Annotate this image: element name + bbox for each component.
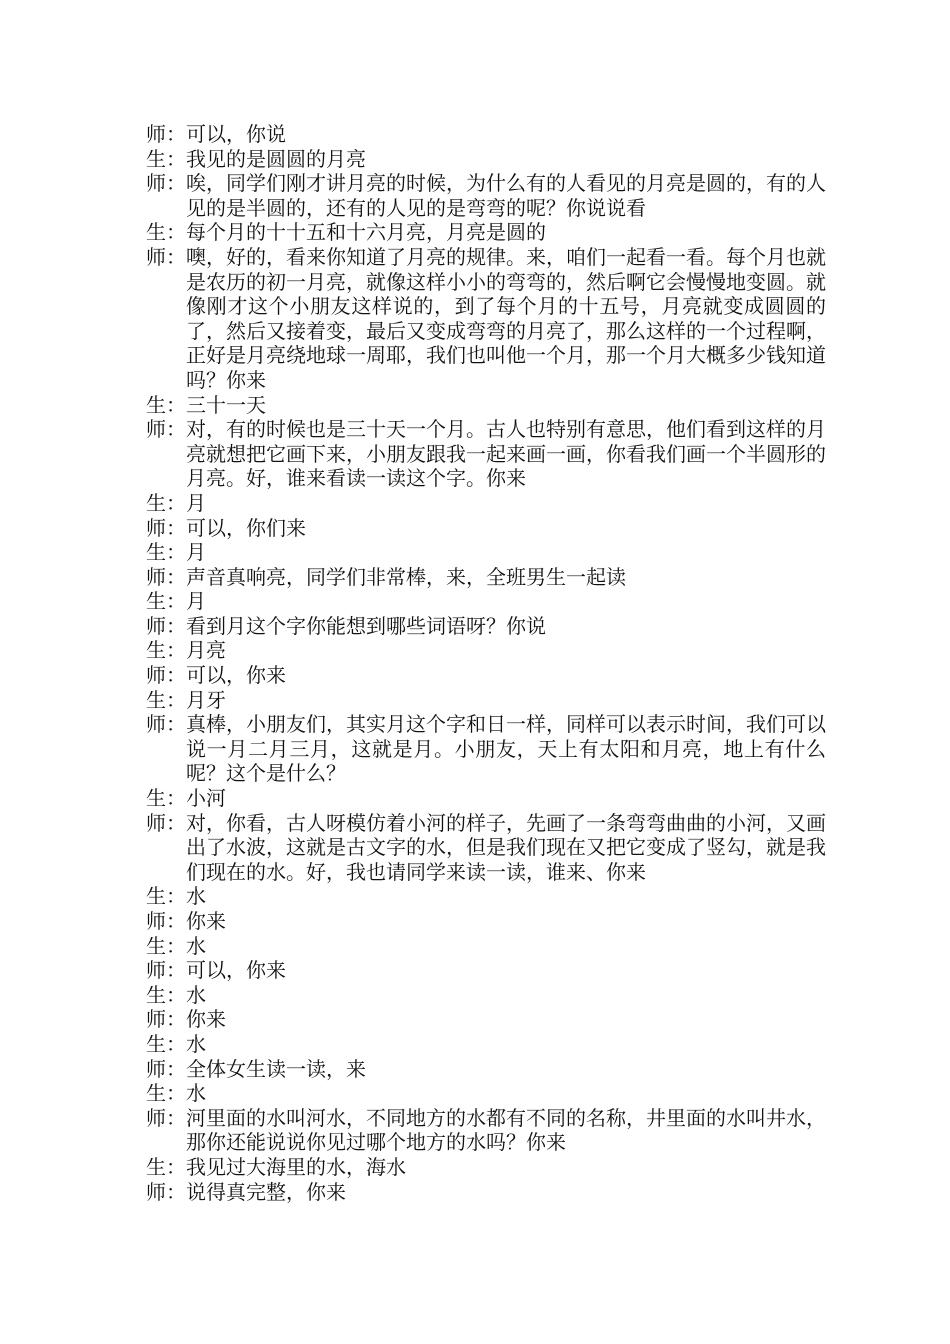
speaker-label: [146, 1032, 186, 1057]
transcript-line: [146, 122, 826, 147]
speaker-colon: ：: [166, 1105, 186, 1130]
transcript-line: [146, 638, 826, 663]
speaker-label: [146, 712, 186, 737]
speaker-colon: ：: [166, 1056, 186, 1081]
speaker-label: [146, 958, 186, 983]
speech-text: 我见过大海里的水，海水: [186, 1154, 406, 1179]
speech-text: 唉，同学们刚才讲月亮的时候，为什么有的人看见的月亮是圆的，有的人见的是半圆的，还有的人见的是弯弯的呢？你说说看: [186, 171, 826, 220]
speaker-colon: ：: [166, 540, 186, 565]
speech-text: 可以，你来: [186, 958, 286, 983]
speaker-label: [146, 393, 186, 418]
speaker-name: 生: [146, 884, 166, 909]
speaker-name: 师: [146, 810, 166, 835]
speaker-name: 师: [146, 515, 166, 540]
transcript-line: [146, 147, 826, 172]
speaker-label: [146, 884, 186, 909]
speech-text: 月牙: [186, 687, 226, 712]
speech-text: 说得真完整，你来: [186, 1179, 346, 1204]
transcript-line: [146, 417, 826, 491]
speaker-name: 师: [146, 1056, 166, 1081]
speaker-name: 生: [146, 687, 166, 712]
speaker-name: 生: [146, 982, 166, 1007]
speaker-label: [146, 1007, 186, 1032]
speech-text: 月: [186, 589, 206, 614]
speaker-name: 师: [146, 613, 166, 638]
speaker-name: 师: [146, 1007, 166, 1032]
speech-text: 你来: [186, 1007, 226, 1032]
speaker-name: 生: [146, 490, 166, 515]
speech-text: 水: [186, 982, 206, 1007]
speaker-label: [146, 122, 186, 147]
speaker-name: 生: [146, 540, 166, 565]
transcript-line: [146, 1180, 826, 1205]
speech-text: 你来: [186, 909, 226, 933]
speaker-name: 师: [146, 1105, 166, 1130]
speaker-name: 生: [146, 589, 166, 614]
speaker-colon: ：: [166, 1081, 186, 1106]
speaker-colon: ：: [166, 909, 186, 933]
speaker-name: 生: [146, 1154, 166, 1179]
speaker-colon: ：: [166, 638, 186, 663]
speaker-colon: ：: [166, 663, 186, 688]
transcript-line: [146, 1106, 826, 1155]
transcript-line: [146, 909, 826, 934]
speaker-label: [146, 565, 186, 590]
speaker-name: 生: [146, 1081, 166, 1106]
speaker-label: [146, 638, 186, 663]
speaker-label: [146, 934, 186, 959]
speaker-label: [146, 1106, 186, 1131]
speech-text: 噢，好的，看来你知道了月亮的规律。来，咱们一起看一看。每个月也就是农历的初一月亮，就像这样小小的弯弯的，然后啊它会慢慢地变圆。就像刚才这个小朋友这样说的，到了每个月的十五号，月亮就变成圆圆的了，然后又接着变，最后又变成弯弯的月亮了，那么这样的一个过程啊，正好是月亮绕地球一周耶，我们也叫他一个月，那一个月大概多少钱知道吗？你来: [186, 244, 826, 392]
speech-text: 月: [186, 540, 206, 565]
transcript-line: [146, 614, 826, 639]
speaker-colon: ：: [166, 515, 186, 540]
speaker-name: 师: [146, 122, 166, 146]
speaker-label: [146, 688, 186, 713]
speaker-colon: ：: [166, 958, 186, 983]
speech-text: 河里面的水叫河水，不同地方的水都有不同的名称，井里面的水叫井水，那你还能说说你见过哪个地方的水吗？你来: [186, 1105, 826, 1155]
speaker-colon: ：: [166, 982, 186, 1007]
speech-text: 月亮: [186, 638, 226, 663]
speech-text: 我见的是圆圆的月亮: [186, 146, 366, 171]
speaker-colon: ：: [166, 564, 186, 589]
transcript-line: [146, 934, 826, 959]
transcript-line: [146, 1155, 826, 1180]
transcript-line: [146, 811, 826, 885]
transcript-line: [146, 958, 826, 983]
speaker-label: [146, 245, 186, 270]
transcript-line: [146, 1007, 826, 1032]
speaker-label: [146, 983, 186, 1008]
speaker-label: [146, 540, 186, 565]
speaker-name: 生: [146, 786, 166, 811]
speaker-label: [146, 147, 186, 172]
transcript-line: [146, 884, 826, 909]
speaker-colon: ：: [166, 146, 186, 171]
speaker-name: 师: [146, 564, 166, 589]
transcript-line: [146, 1032, 826, 1057]
speaker-label: [146, 614, 186, 639]
transcript-line: [146, 663, 826, 688]
speaker-label: [146, 786, 186, 811]
speaker-label: [146, 171, 186, 196]
speaker-label: [146, 516, 186, 541]
transcript-line: [146, 540, 826, 565]
speaker-name: 师: [146, 244, 166, 269]
speaker-colon: ：: [166, 786, 186, 811]
speech-text: 对，有的时候也是三十天一个月。古人也特别有意思，他们看到这样的月亮就想把它画下来，小朋友跟我一起来画一画，你看我们画一个半圆形的月亮。好，谁来看读一读这个字。你来: [186, 417, 826, 491]
speaker-name: 生: [146, 392, 166, 417]
transcript-line: [146, 171, 826, 220]
speaker-label: [146, 1081, 186, 1106]
speaker-label: [146, 811, 186, 836]
speaker-name: 师: [146, 417, 166, 442]
speaker-name: 师: [146, 909, 166, 933]
transcript-line: [146, 516, 826, 541]
speaker-name: 师: [146, 171, 166, 196]
speaker-name: 生: [146, 638, 166, 663]
transcript-line: [146, 1057, 826, 1082]
speaker-label: [146, 663, 186, 688]
speech-text: 小河: [186, 786, 226, 811]
speech-text: 水: [186, 933, 206, 958]
speaker-name: 生: [146, 220, 166, 245]
speech-text: 全体女生读一读，来: [186, 1056, 366, 1081]
speaker-label: [146, 417, 186, 442]
speech-text: 水: [186, 1081, 206, 1106]
speaker-colon: ：: [166, 810, 186, 835]
speaker-colon: ：: [166, 1031, 186, 1056]
transcript-line: [146, 688, 826, 713]
speaker-label: [146, 909, 186, 934]
speaker-colon: ：: [166, 1154, 186, 1179]
speaker-label: [146, 1155, 186, 1180]
speech-text: 可以，你来: [186, 663, 286, 688]
speech-text: 对，你看，古人呀模仿着小河的样子，先画了一条弯弯曲曲的小河，又画出了水波，这就是古文字的水，但是我们现在又把它变成了竖勾，就是我们现在的水。好，我也请同学来读一读，谁来、你来: [186, 810, 826, 884]
speech-text: 可以，你们来: [186, 515, 306, 540]
speech-text: 可以，你说: [186, 122, 286, 146]
transcript-line: [146, 1081, 826, 1106]
transcript: [146, 122, 826, 1204]
speaker-colon: ：: [166, 171, 186, 196]
transcript-line: [146, 565, 826, 590]
speaker-colon: ：: [166, 589, 186, 614]
speaker-colon: ：: [166, 884, 186, 909]
speech-text: 看到月这个字你能想到哪些词语呀？你说: [186, 613, 546, 638]
speech-text: 声音真响亮，同学们非常棒，来，全班男生一起读: [186, 564, 626, 589]
transcript-line: [146, 983, 826, 1008]
speaker-colon: ：: [166, 490, 186, 515]
speaker-colon: ：: [166, 392, 186, 417]
transcript-line: [146, 220, 826, 245]
speaker-name: 师: [146, 712, 166, 737]
speaker-colon: ：: [166, 613, 186, 638]
speaker-name: 师: [146, 663, 166, 688]
speaker-label: [146, 220, 186, 245]
transcript-line: [146, 712, 826, 786]
speaker-colon: ：: [166, 687, 186, 712]
speaker-label: [146, 1180, 186, 1205]
transcript-line: [146, 245, 826, 393]
speaker-label: [146, 1057, 186, 1082]
transcript-line: [146, 491, 826, 516]
speaker-name: 生: [146, 146, 166, 171]
speaker-colon: ：: [166, 122, 186, 146]
speech-text: 水: [186, 884, 206, 909]
transcript-line: [146, 393, 826, 418]
speech-text: 水: [186, 1031, 206, 1056]
speech-text: 三十一天: [186, 392, 266, 417]
speech-text: 月: [186, 490, 206, 515]
speech-text: 真棒，小朋友们，其实月这个字和日一样，同样可以表示时间，我们可以说一月二月三月，这就是月。小朋友，天上有太阳和月亮，地上有什么呢？这个是什么？: [186, 712, 826, 786]
speaker-colon: ：: [166, 244, 186, 269]
speaker-name: 师: [146, 958, 166, 983]
transcript-line: [146, 786, 826, 811]
speaker-name: 生: [146, 933, 166, 958]
speaker-colon: ：: [166, 1179, 186, 1204]
speaker-colon: ：: [166, 933, 186, 958]
speaker-label: [146, 589, 186, 614]
speaker-name: 师: [146, 1179, 166, 1204]
speech-text: 每个月的十十五和十六月亮，月亮是圆的: [186, 220, 546, 245]
speaker-name: 生: [146, 1031, 166, 1056]
speaker-colon: ：: [166, 1007, 186, 1032]
speaker-colon: ：: [166, 712, 186, 737]
speaker-label: [146, 491, 186, 516]
speaker-colon: ：: [166, 417, 186, 442]
speaker-colon: ：: [166, 220, 186, 245]
transcript-line: [146, 589, 826, 614]
